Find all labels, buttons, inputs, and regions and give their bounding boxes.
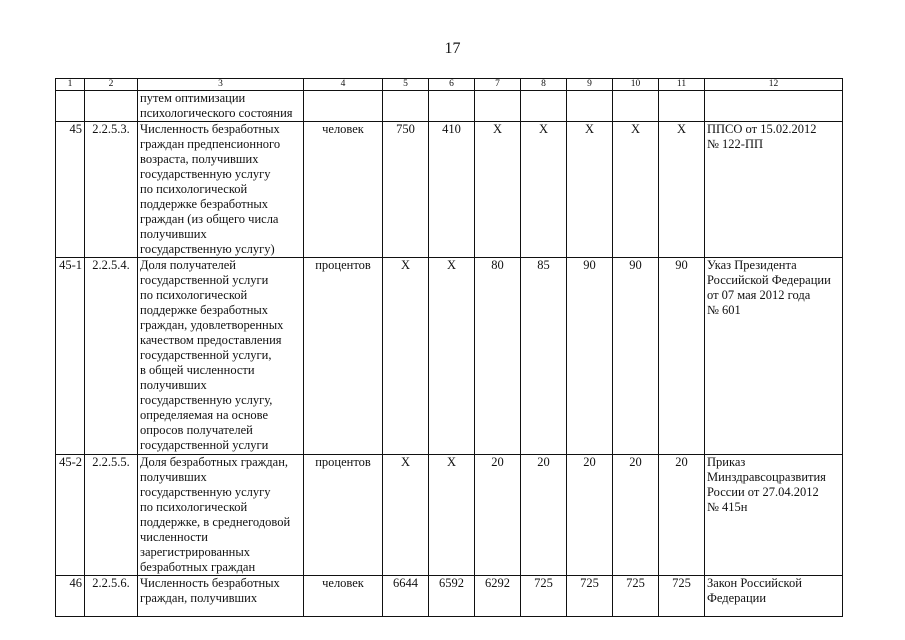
value-col7: 6292 — [475, 576, 521, 617]
value-col6: Х — [429, 455, 475, 576]
value-col6 — [429, 91, 475, 122]
row-number — [56, 91, 85, 122]
value-col8: Х — [521, 122, 567, 258]
value-col9 — [567, 91, 613, 122]
row-number: 45-1 — [56, 258, 85, 455]
value-col8: 85 — [521, 258, 567, 455]
indicator-name: Численность безработных граждан предпенсионного возраста, получивших государственную услугу по психологической поддержке безработных граждан (из общего числа получивших государственную услугу) — [138, 122, 304, 258]
column-number: 8 — [521, 79, 567, 91]
legal-source: ППСО от 15.02.2012 № 122-ПП — [705, 122, 843, 258]
item-code: 2.2.5.5. — [85, 455, 138, 576]
legal-source: Закон Российской Федерации — [705, 576, 843, 617]
column-number: 10 — [613, 79, 659, 91]
column-number: 9 — [567, 79, 613, 91]
value-col7: 80 — [475, 258, 521, 455]
table-row — [56, 91, 843, 122]
value-col11 — [659, 91, 705, 122]
indicator-name: Доля безработных граждан, получивших государственную услугу по психологической поддержке, в среднегодовой численности зарегистрированных безработных граждан — [138, 455, 304, 576]
value-col5 — [383, 91, 429, 122]
value-col11: 90 — [659, 258, 705, 455]
column-number: 7 — [475, 79, 521, 91]
value-col11: Х — [659, 122, 705, 258]
value-col5: 6644 — [383, 576, 429, 617]
unit — [304, 91, 383, 122]
indicator-name: Доля получателей государственной услуги по психологической поддержке безработных граждан, удовлетворенных качеством предоставления государственной услуги, в общей численности получивших государственную услугу, определяемая на основе опросов получателей государственной услуги — [138, 258, 304, 455]
value-col7: 20 — [475, 455, 521, 576]
value-col6: Х — [429, 258, 475, 455]
value-col5: Х — [383, 455, 429, 576]
legal-source — [705, 91, 843, 122]
value-col6: 410 — [429, 122, 475, 258]
table-row — [56, 455, 843, 576]
value-col7: Х — [475, 122, 521, 258]
value-col10: 725 — [613, 576, 659, 617]
value-col10: Х — [613, 122, 659, 258]
column-number: 11 — [659, 79, 705, 91]
column-number: 5 — [383, 79, 429, 91]
value-col8 — [521, 91, 567, 122]
column-number: 6 — [429, 79, 475, 91]
value-col9: Х — [567, 122, 613, 258]
column-number: 3 — [138, 79, 304, 91]
legal-source: Приказ Минздравсоцразвития России от 27.04.2012 № 415н — [705, 455, 843, 576]
column-number: 2 — [85, 79, 138, 91]
item-code: 2.2.5.4. — [85, 258, 138, 455]
value-col5: 750 — [383, 122, 429, 258]
value-col7 — [475, 91, 521, 122]
unit: процентов — [304, 455, 383, 576]
value-col9: 90 — [567, 258, 613, 455]
value-col11: 725 — [659, 576, 705, 617]
unit: процентов — [304, 258, 383, 455]
item-code: 2.2.5.6. — [85, 576, 138, 617]
value-col9: 725 — [567, 576, 613, 617]
row-number: 45 — [56, 122, 85, 258]
row-number: 46 — [56, 576, 85, 617]
value-col6: 6592 — [429, 576, 475, 617]
value-col10: 90 — [613, 258, 659, 455]
indicators-table — [55, 78, 843, 617]
value-col5: Х — [383, 258, 429, 455]
value-col8: 20 — [521, 455, 567, 576]
value-col9: 20 — [567, 455, 613, 576]
column-number-row — [56, 79, 843, 91]
column-number: 12 — [705, 79, 843, 91]
unit: человек — [304, 576, 383, 617]
indicator-name: Численность безработных граждан, получивших — [138, 576, 304, 617]
column-number: 1 — [56, 79, 85, 91]
value-col11: 20 — [659, 455, 705, 576]
value-col10: 20 — [613, 455, 659, 576]
value-col8: 725 — [521, 576, 567, 617]
table-row — [56, 122, 843, 258]
row-number: 45-2 — [56, 455, 85, 576]
value-col10 — [613, 91, 659, 122]
unit: человек — [304, 122, 383, 258]
item-code: 2.2.5.3. — [85, 122, 138, 258]
indicator-name: путем оптимизации психологического состояния — [138, 91, 304, 122]
column-number: 4 — [304, 79, 383, 91]
table-row — [56, 258, 843, 455]
table-row — [56, 576, 843, 617]
item-code — [85, 91, 138, 122]
legal-source: Указ Президента Российской Федерации от 07 мая 2012 года № 601 — [705, 258, 843, 455]
page-number: 17 — [444, 40, 461, 57]
